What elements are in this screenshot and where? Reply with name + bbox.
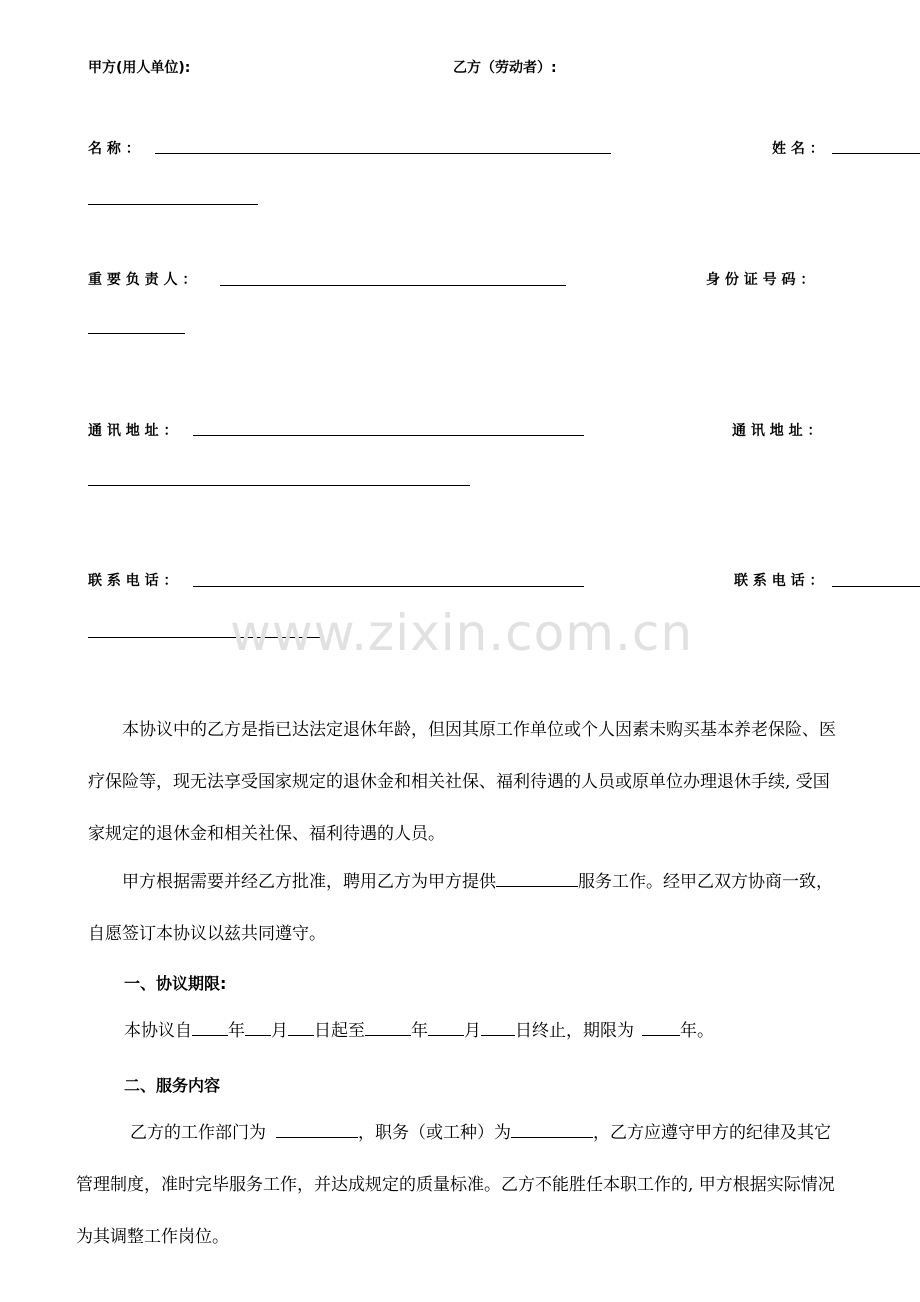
end-month-blank[interactable] [428, 1016, 464, 1036]
address-b-label: 通 讯 地 址 ： [732, 423, 822, 439]
position-blank[interactable] [511, 1118, 593, 1138]
engagement-text-a: 甲方根据需要并经乙方批准，聘用乙方为甲方提供 [122, 872, 496, 892]
person-name-label: 姓 名 ： [772, 141, 824, 157]
party-b-heading: 乙方（劳动者）: [453, 60, 557, 76]
term-end-label: 日终止，期限为 [515, 1021, 634, 1041]
term-year2-label: 年 [411, 1021, 428, 1041]
id-number-blank[interactable] [88, 333, 185, 334]
service-text-b: ，职务（或工种）为 [358, 1123, 511, 1143]
principal-label: 重 要 负 责 人 ： [88, 272, 197, 288]
address-a-label: 通 讯 地 址 ： [88, 423, 178, 439]
section-service-heading: 二、服务内容 [124, 1076, 221, 1095]
term-text-start: 本协议自 [124, 1021, 192, 1041]
term-month-label: 月 [271, 1021, 288, 1041]
address-a-blank[interactable] [193, 435, 584, 436]
phone-b-blank[interactable] [832, 586, 920, 587]
address-b-blank[interactable] [88, 485, 470, 486]
id-number-label: 身 份 证 号 码 ： [706, 272, 815, 288]
service-text-c: ，乙方应遵守甲方的纪律及其它管理制度，准时完毕服务工作，并达成规定的质量标准。乙方不能胜任本职工作的, 甲方根据实际情况为其调整工作岗位。 [76, 1123, 835, 1247]
phone-b-label: 联 系 电 话 ： [734, 573, 824, 589]
service-text-a: 乙方的工作部门为 [130, 1123, 266, 1143]
paragraph-definition: 本协议中的乙方是指已达法定退休年龄，但因其原工作单位或个人因素未购买基本养老保险、医疗保险等，现无法享受国家规定的退休金和相关社保、福利待遇的人员或原单位办理退休手续, 受国家规定的退休金和相关社保、福利待遇的人员。 [88, 720, 836, 844]
start-month-blank[interactable] [245, 1016, 271, 1036]
paragraph-engagement [88, 856, 840, 960]
person-name-blank[interactable] [832, 153, 920, 154]
section-term-heading: 一、协议期限: [124, 974, 227, 993]
person-name-blank-cont[interactable] [88, 204, 258, 205]
term-line [124, 1005, 714, 1057]
party-a-heading: 甲方(用人单位): [88, 60, 191, 76]
end-day-blank[interactable] [481, 1016, 515, 1036]
department-blank[interactable] [276, 1118, 358, 1138]
phone-a-label: 联 系 电 话 ： [88, 573, 178, 589]
term-year-label: 年 [228, 1021, 245, 1041]
start-day-blank[interactable] [288, 1016, 314, 1036]
service-type-blank[interactable] [496, 867, 578, 887]
term-from-label: 日起至 [314, 1021, 365, 1041]
name-label: 名 称 ： [88, 141, 140, 157]
name-blank[interactable] [155, 153, 611, 154]
watermark: www.zixin.com.cn [230, 604, 694, 662]
phone-a-blank[interactable] [193, 586, 584, 587]
term-month2-label: 月 [464, 1021, 481, 1041]
paragraph-service [76, 1107, 840, 1263]
term-years-label: 年。 [680, 1021, 714, 1041]
principal-blank[interactable] [220, 285, 566, 286]
term-years-blank[interactable] [642, 1016, 680, 1036]
engagement-text-b: 服务工作。经甲乙双方协商一致，自愿签订本协议以兹共同遵守。 [88, 872, 833, 944]
end-year-blank[interactable] [365, 1016, 411, 1036]
start-year-blank[interactable] [192, 1016, 228, 1036]
